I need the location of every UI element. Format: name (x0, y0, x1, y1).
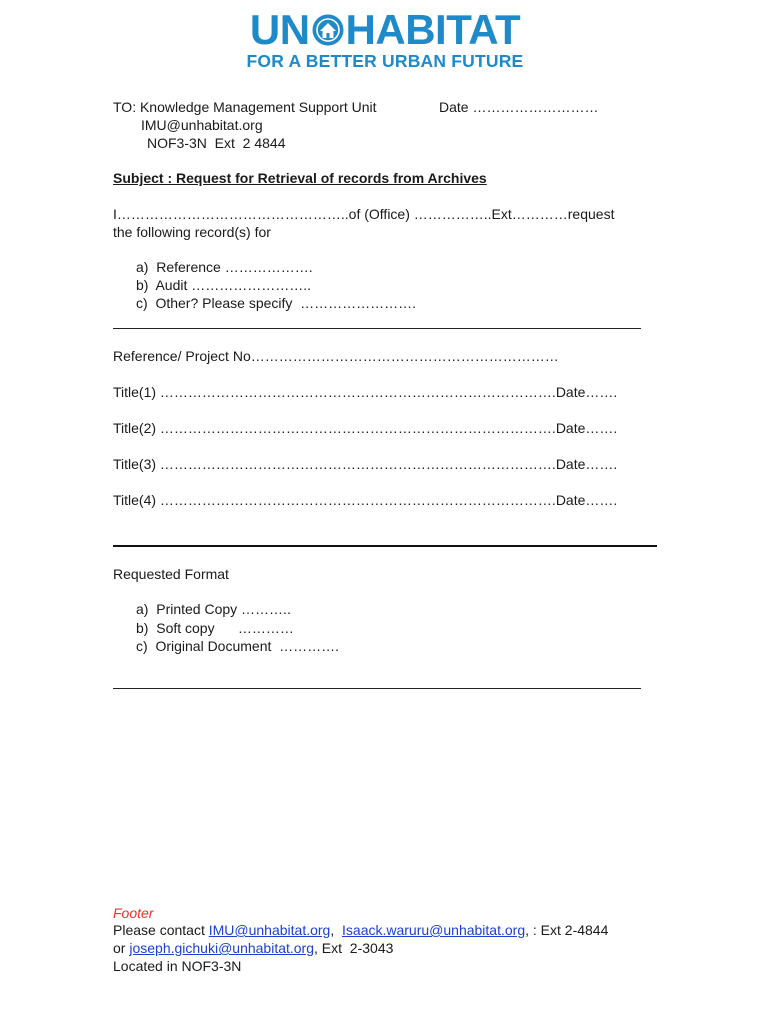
un-emblem-icon (311, 13, 345, 47)
list-item: b) Audit …………………….. (136, 277, 312, 293)
request-line-2: the following record(s) for (113, 224, 271, 240)
isaack-email-link[interactable]: Isaack.waruru@unhabitat.org (342, 922, 526, 938)
footer-or-line (113, 940, 393, 956)
logo-text-habitat: HABITAT (345, 6, 521, 53)
list-item: b) Soft copy ………… (136, 620, 294, 636)
list-item: c) Other? Please specify ……………………. (136, 295, 417, 311)
list-item: a) Reference ………………. (136, 259, 313, 275)
divider (113, 688, 641, 689)
footer-separator: , (330, 922, 343, 938)
title-line: Title(1) ………………………………………………………………………….Date……. (113, 384, 618, 400)
date-field: Date ……………………… (439, 99, 599, 115)
footer-ext-1: , : Ext 2-4844 (525, 922, 609, 938)
logo-tagline: FOR A BETTER URBAN FUTURE (246, 51, 524, 71)
footer-ext-2: , Ext 2-3043 (314, 940, 394, 956)
joseph-email-link[interactable]: joseph.gichuki@unhabitat.org (129, 940, 315, 956)
office-ext: NOF3-3N Ext 2 4844 (147, 135, 286, 151)
imu-email-link[interactable]: IMU@unhabitat.org (208, 922, 331, 938)
footer-location: Located in NOF3-3N (113, 958, 242, 974)
title-line: Title(3) ………………………………………………………………………….Date……. (113, 456, 618, 472)
footer-or-prefix: or (113, 940, 130, 956)
subject-heading: Subject : Request for Retrieval of records from Archives (113, 170, 487, 186)
divider (113, 328, 641, 329)
request-line: I…………………………………………..of (Office) ……………..Ext…………request (113, 206, 615, 222)
footer-title: Footer (113, 905, 154, 921)
title-line: Title(4) ………………………………………………………………………….Date……. (113, 492, 618, 508)
footer-contact-prefix: Please contact (113, 922, 209, 938)
list-item: c) Original Document …………. (136, 638, 340, 654)
logo-text-un: UN (249, 6, 310, 53)
divider-thick (113, 545, 657, 547)
footer-contact-line (113, 922, 608, 938)
logo-wordmark (245, 8, 525, 52)
to-line: TO: Knowledge Management Support Unit (113, 99, 377, 115)
title-line: Title(2) ………………………………………………………………………….Date……. (113, 420, 618, 436)
list-item: a) Printed Copy ……….. (136, 601, 291, 617)
un-habitat-logo (245, 8, 525, 70)
reference-line: Reference/ Project No………………………………………………………… (113, 348, 559, 364)
imu-email: IMU@unhabitat.org (141, 117, 263, 133)
requested-format-heading: Requested Format (113, 566, 229, 582)
